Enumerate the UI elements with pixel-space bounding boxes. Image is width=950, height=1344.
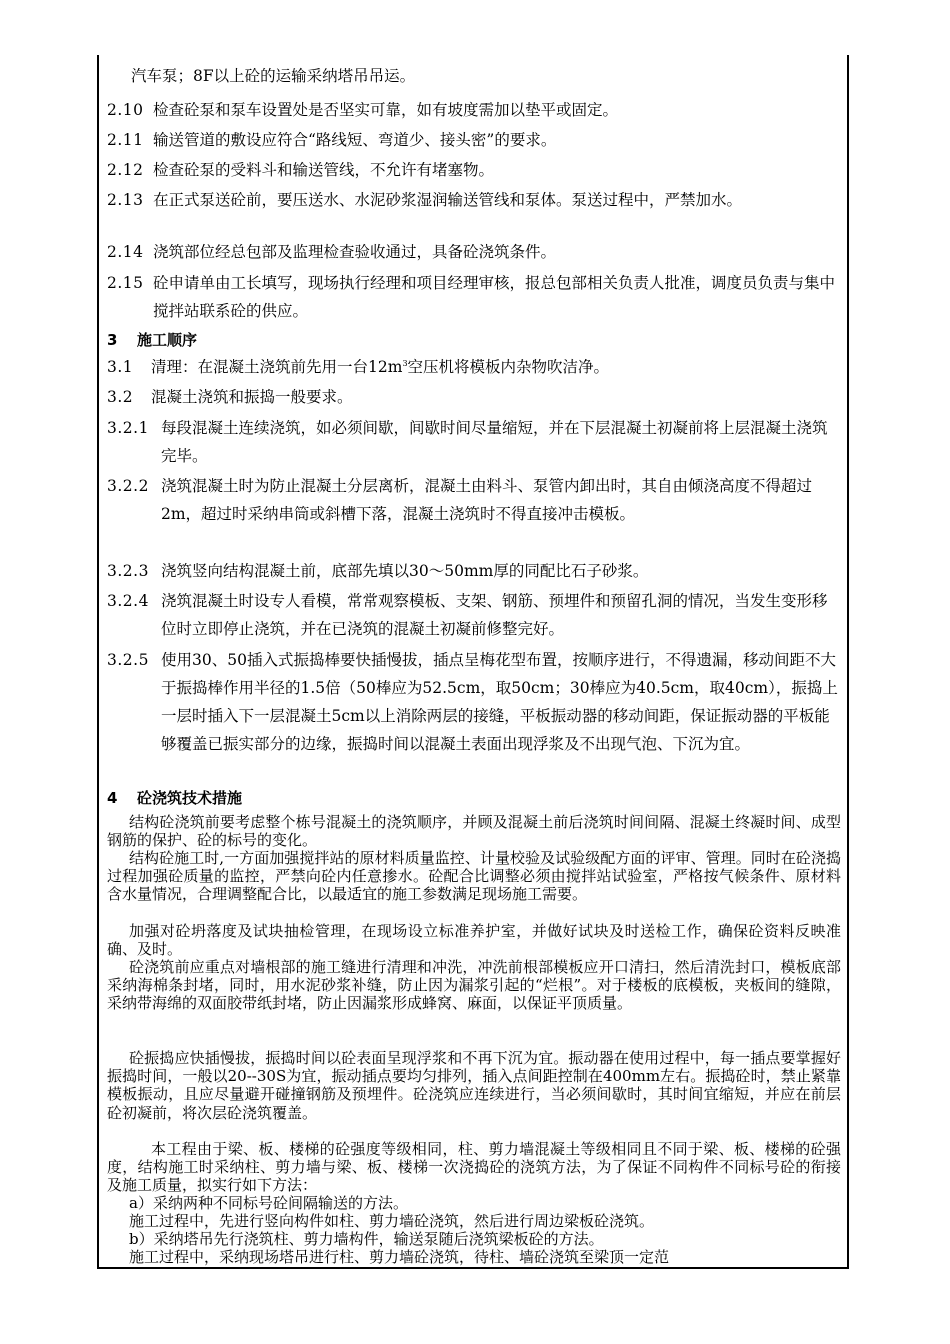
superscript: 3: [402, 359, 408, 368]
item-text: 输送管道的敷设应符合“路线短、弯道少、接头密”的要求。: [153, 131, 557, 149]
paragraph: 砼浇筑前应重点对墙根部的施工缝进行清理和冲洗，冲洗前根部模板应开口清扫，然后清洗封口，模板底部采纳海棉条封堵，同时，用水泥砂浆补缝，防止因为漏浆引起的“烂根”。对于楼板的底模板，夹板间的缝隙，采纳带海绵的双面胶带纸封堵，防止因漏浆形成蜂窝、麻面，以保证平顶质量。: [107, 958, 841, 1013]
item-number: 3.2.4: [107, 592, 149, 610]
item-text: 在正式泵送砼前，要压送水、水泥砂浆湿润输送管线和泵体。泵送过程中，严禁加水。: [153, 191, 743, 209]
paragraph: 结构砼施工时,一方面加强搅拌站的原材料质量监控、计量校验及试验级配方面的评审、管理。同时在砼浇捣过程加强砼质量的监控，严禁向砼内任意掺水。砼配合比调整必须由搅拌站试验室，严格按气候条件、原材料含水量情况，合理调整配合比，以最适宜的施工参数满足现场施工需要。: [107, 849, 841, 904]
paragraph: 结构砼浇筑前要考虑整个栋号混凝土的浇筑顺序，并顾及混凝土前后浇筑时间间隔、混凝土终凝时间、成型钢筋的保护、砼的标号的变化。: [107, 813, 841, 850]
paragraph: 本工程由于梁、板、楼梯的砼强度等级相同，柱、剪力墙混凝土等级相同且不同于梁、板、楼梯的砼强度，结构施工时采纳柱、剪力墙与梁、板、楼梯一次浇捣砼的浇筑方法，为了保证不同构件不同标号砼的衔接及施工质量，拟实行如下方法：: [107, 1140, 841, 1195]
item-number: 3.2: [107, 388, 134, 406]
item-text: 检查砼泵的受料斗和输送管线，不允许有堵塞物。: [153, 161, 495, 179]
item-number: 3.2.1: [107, 419, 149, 437]
item-text: 浇筑竖向结构混凝土前，底部先填以30～50mm厚的同配比石子砂浆。: [161, 562, 649, 580]
item-number: 3.2.3: [107, 562, 149, 580]
item-text: 清理：在混凝土浇筑前先用一台$12m^3$空压机将模板内杂物吹洁净。: [151, 358, 610, 376]
item-number: 2.11: [107, 131, 144, 149]
item-number: 2.14: [107, 243, 144, 261]
item-text: 浇筑混凝土时为防止混凝土分层离析，混凝土由料斗、泵管内卸出时，其自由倾浇高度不得超过2m，超过时采纳串筒或斜槽下落，混凝土浇筑时不得直接冲击模板。: [161, 477, 813, 523]
item-number: 3.2.2: [107, 477, 149, 495]
item-text: 混凝土浇筑和振捣一般要求。: [151, 388, 353, 406]
paragraph: 施工过程中，采纳现场塔吊进行柱、剪力墙砼浇筑，待柱、墙砼浇筑至梁顶一定范: [129, 1248, 670, 1266]
paragraph: b）采纳塔吊先行浇筑柱、剪力墙构件，输送泵随后浇筑梁板砼的方法。: [129, 1230, 604, 1248]
item-text: 使用30、50插入式振捣棒要快插慢拔，插点呈梅花型布置，按顺序进行，不得遗漏，移动间距不大于振捣棒作用半径的1.5倍（50棒应为52.5cm，取50cm；30棒应为40.5cm，取40cm），振捣上一层时插入下一层混凝土5cm以上消除两层的接缝，平板振动器的移动间距，保证振动器的平板能够覆盖已振实部分的边缘，振捣时间以混凝土表面出现浮浆及不出现气泡、下沉为宜。: [161, 651, 838, 753]
paragraph: 砼振捣应快插慢拔，振捣时间以砼表面呈现浮浆和不再下沉为宜。振动器在使用过程中，每一插点要掌握好振捣时间，一般以20--30S为宜，振动插点要均匀排列，插入点间距控制在400mm左右。振捣砼时，禁止紧靠模板振动，且应尽量避开碰撞钢筋及预埋件。砼浇筑应连续进行，当必须间歇时，其时间宜缩短，并应在前层砼初凝前，将次层砼浇筑覆盖。: [107, 1049, 841, 1122]
section-number: 3: [107, 331, 118, 349]
section-number: 4: [107, 789, 118, 807]
item-number: 2.12: [107, 161, 144, 179]
item-number: 2.13: [107, 191, 144, 209]
section-title: 施工顺序: [137, 331, 198, 349]
item-text: 每段混凝土连续浇筑，如必须间歇，间歇时间尽量缩短，并在下层混凝土初凝前将上层混凝土浇筑完毕。: [161, 419, 828, 465]
item-text: 砼申请单由工长填写，现场执行经理和项目经理审核，报总包部相关负责人批准，调度员负责与集中搅拌站联系砼的供应。: [153, 274, 836, 320]
item-number: 3.2.5: [107, 651, 149, 669]
item-number: 3.1: [107, 358, 134, 376]
paragraph: a）采纳两种不同标号砼间隔输送的方法。: [129, 1194, 408, 1212]
item-text: 浇筑混凝土时设专人看模，常常观察模板、支架、钢筋、预埋件和预留孔洞的情况，当发生变形移位时立即停止浇筑，并在已浇筑的混凝土初凝前修整完好。: [161, 592, 828, 638]
item-text: 浇筑部位经总包部及监理检查验收通过，具备砼浇筑条件。: [153, 243, 557, 261]
item-number: 2.10: [107, 101, 144, 119]
paragraph: 施工过程中，先进行竖向构件如柱、剪力墙砼浇筑，然后进行周边梁板砼浇筑。: [129, 1212, 655, 1230]
item-text: 检查砼泵和泵车设置处是否坚实可靠，如有坡度需加以垫平或固定。: [153, 101, 619, 119]
section-title: 砼浇筑技术措施: [137, 789, 243, 807]
paragraph: 加强对砼坍落度及试块抽检管理，在现场设立标准养护室，并做好试块及时送检工作，确保砼资料反映准确、及时。: [107, 922, 841, 959]
item-number: 2.15: [107, 274, 144, 292]
item-text: 汽车泵；8F以上砼的运输采纳塔吊吊运。: [131, 67, 416, 85]
